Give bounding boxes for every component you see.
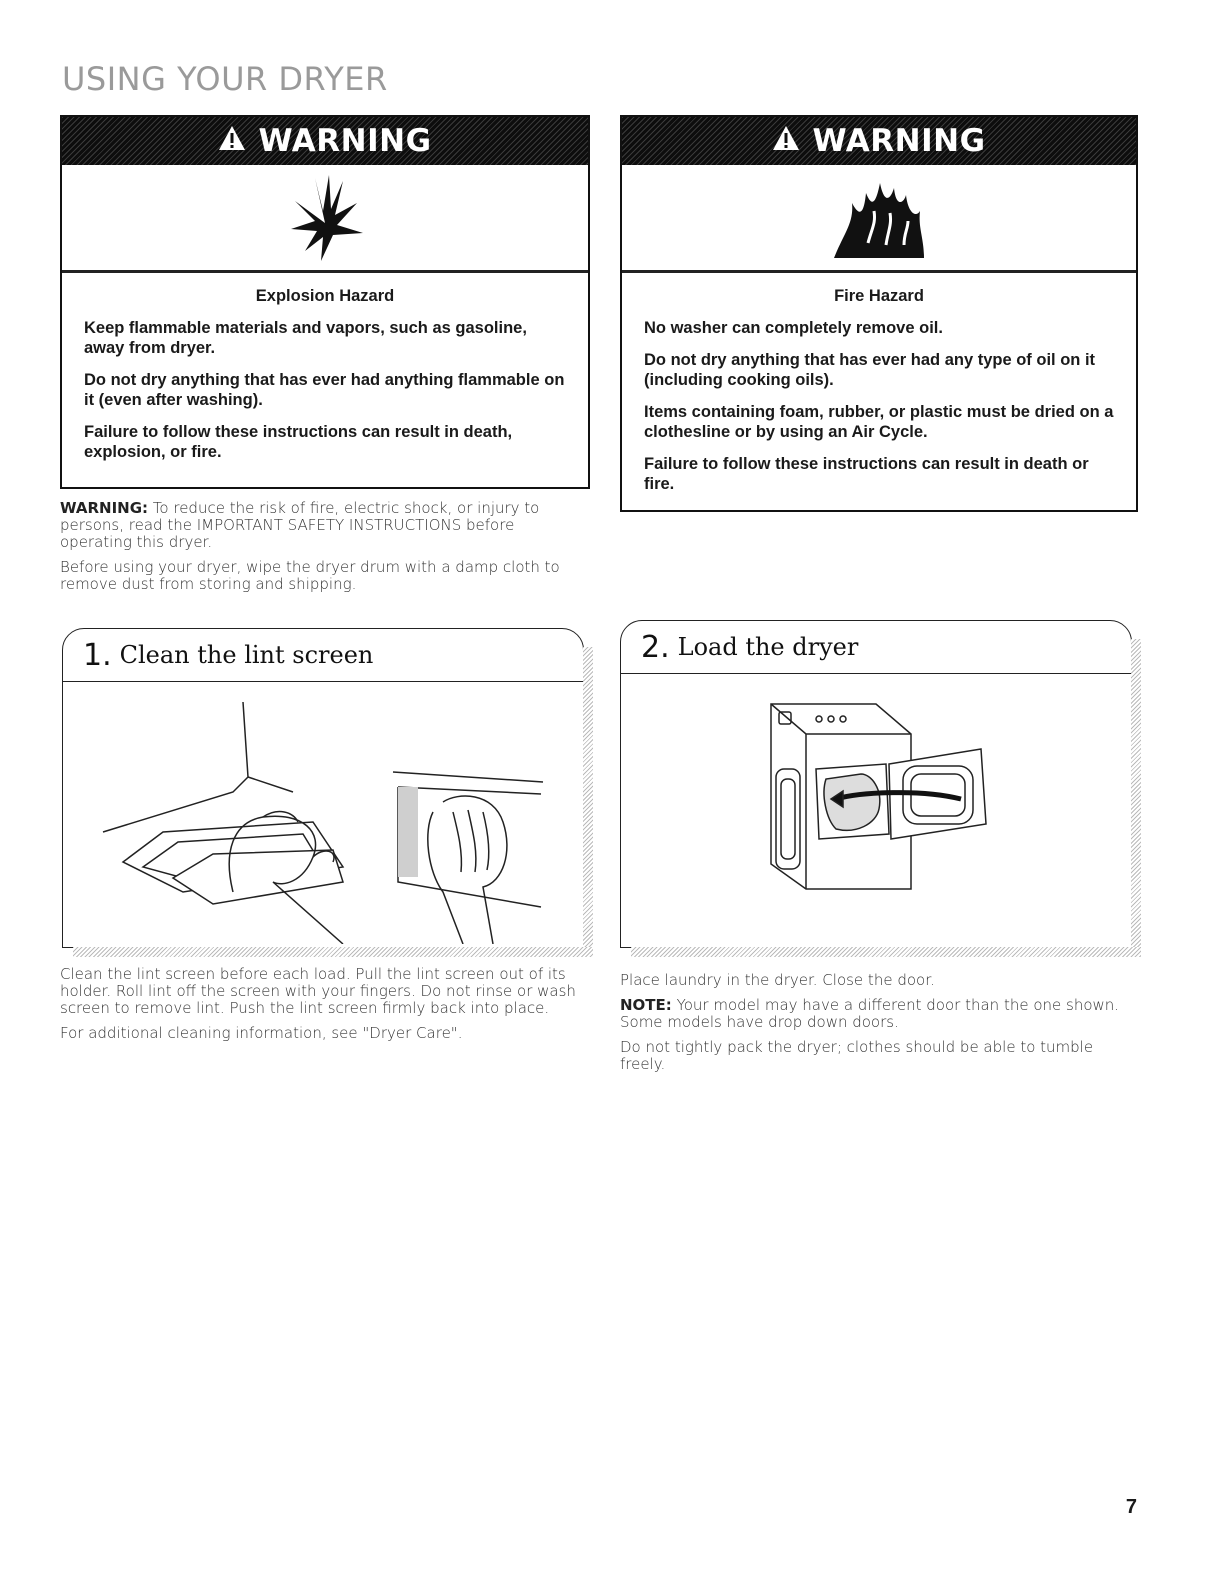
warning-line: Failure to follow these instructions can result in death or fire.	[644, 455, 1089, 493]
step-2-heading: 2. Load the dryer	[621, 621, 1131, 674]
step-1-heading: 1. Clean the lint screen	[63, 629, 583, 682]
hazard-title: Fire Hazard	[834, 287, 924, 305]
step-1-panel	[62, 628, 584, 948]
step-1-text	[60, 966, 585, 1050]
fire-icon	[622, 165, 1136, 273]
warning-line: Do not dry anything that has ever had any type of oil on it (including cooking oils).	[644, 351, 1096, 389]
step-2-packing: Do not tightly pack the dryer; clothes should be able to tumble freely.	[620, 1038, 1094, 1073]
step-1-reference: For additional cleaning information, see "Dryer Care".	[60, 1024, 463, 1042]
intro-prep-paragraph: Before using your dryer, wipe the dryer drum with a damp cloth to remove dust from storing and shipping.	[60, 558, 560, 593]
warning-triangle-icon	[218, 123, 246, 159]
intro-warning-paragraph: WARNING: To reduce the risk of fire, electric shock, or injury to persons, read the IMPORTANT SAFETY INSTRUCTIONS before operating this dryer.	[60, 499, 540, 551]
step-1-instructions: Clean the lint screen before each load. Pull the lint screen out of its holder. Roll lint off the screen with your fingers. Do not rinse or wash screen to remove lint. Push the lint screen firmly back into place.	[60, 965, 576, 1017]
warning-triangle-icon	[772, 123, 800, 159]
warning-banner: WARNING	[62, 117, 588, 165]
page-number: 7	[1125, 1496, 1137, 1518]
step-2-panel	[620, 620, 1132, 948]
warning-line: Keep flammable materials and vapors, such as gasoline, away from dryer.	[84, 319, 527, 357]
warning-line: No washer can completely remove oil.	[644, 319, 943, 337]
lint-screen-illustration	[63, 682, 583, 949]
dryer-illustration	[621, 674, 1131, 949]
warning-line: Items containing foam, rubber, or plastic must be dried on a clothesline or by using an Air Cycle.	[644, 403, 1114, 441]
step-2-text	[620, 972, 1140, 1081]
step-2-instructions: Place laundry in the dryer. Close the door.	[620, 971, 935, 989]
step-2-note: NOTE: Your model may have a different door than the one shown. Some models have drop down doors.	[620, 996, 1120, 1031]
warning-box-fire	[620, 115, 1138, 512]
page-title: USING YOUR DRYER	[62, 60, 388, 98]
intro-text	[60, 500, 580, 601]
warning-line: Do not dry anything that has ever had anything flammable on it (even after washing).	[84, 371, 565, 409]
warning-box-explosion	[60, 115, 590, 489]
explosion-icon	[62, 165, 588, 273]
hazard-title: Explosion Hazard	[255, 287, 395, 305]
warning-banner: WARNING	[622, 117, 1136, 165]
warning-line: Failure to follow these instructions can result in death, explosion, or fire.	[84, 423, 513, 461]
